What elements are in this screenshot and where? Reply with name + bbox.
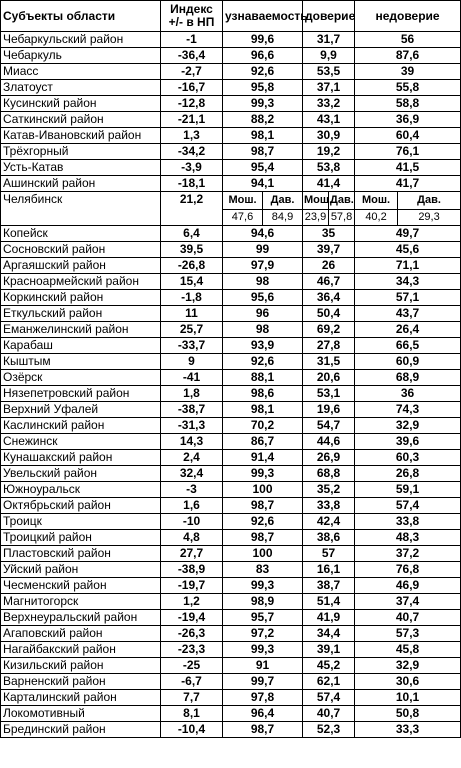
row-recognition: 95,4 <box>223 160 303 176</box>
row-index: 8,1 <box>161 706 223 722</box>
row-name: Снежинск <box>1 434 161 450</box>
row-distrust: 45,8 <box>355 642 461 658</box>
row-trust: 52,3 <box>303 722 355 738</box>
row-name: Троицк <box>1 514 161 530</box>
row-trust: 44,6 <box>303 434 355 450</box>
row-name: Кыштым <box>1 354 161 370</box>
table-row <box>1 160 461 176</box>
row-distrust: 33,3 <box>355 722 461 738</box>
row-recognition: 99,3 <box>223 578 303 594</box>
row-name: Озёрск <box>1 370 161 386</box>
row-distrust: 57,1 <box>355 290 461 306</box>
table-row <box>1 514 461 530</box>
row-trust: 38,7 <box>303 578 355 594</box>
table-row <box>1 594 461 610</box>
row-index: 6,4 <box>161 226 223 242</box>
sub-label: Дав. <box>263 192 303 210</box>
row-index: 15,4 <box>161 274 223 290</box>
row-recognition: 92,6 <box>223 64 303 80</box>
table-row <box>1 626 461 642</box>
row-recognition: 98,6 <box>223 386 303 402</box>
header-distrust: недоверие <box>355 1 461 32</box>
row-recognition: 92,6 <box>223 514 303 530</box>
table-row <box>1 128 461 144</box>
table-row <box>1 64 461 80</box>
row-index: -1,8 <box>161 290 223 306</box>
row-name: Локомотивный <box>1 706 161 722</box>
row-recognition: 99,3 <box>223 642 303 658</box>
row-recognition: 99,3 <box>223 466 303 482</box>
table-row <box>1 722 461 738</box>
row-trust: 35 <box>303 226 355 242</box>
row-index: 25,7 <box>161 322 223 338</box>
row-trust: 41,9 <box>303 610 355 626</box>
row-recognition: 95,6 <box>223 290 303 306</box>
row-distrust: 41,5 <box>355 160 461 176</box>
row-recognition: 88,2 <box>223 112 303 128</box>
table-row <box>1 306 461 322</box>
table-row <box>1 48 461 64</box>
row-trust: 33,8 <box>303 498 355 514</box>
row-name: Красноармейский район <box>1 274 161 290</box>
row-index: 39,5 <box>161 242 223 258</box>
sub-value: 40,2 <box>355 210 398 226</box>
row-distrust: 66,5 <box>355 338 461 354</box>
row-index: -21,1 <box>161 112 223 128</box>
table-body-chelyabinsk <box>1 192 461 226</box>
row-name: Увельский район <box>1 466 161 482</box>
row-index: -6,7 <box>161 674 223 690</box>
row-name: Октябрьский район <box>1 498 161 514</box>
table-row <box>1 144 461 160</box>
row-index: 11 <box>161 306 223 322</box>
row-trust: 43,1 <box>303 112 355 128</box>
row-recognition: 94,6 <box>223 226 303 242</box>
row-trust: 30,9 <box>303 128 355 144</box>
row-index: 1,8 <box>161 386 223 402</box>
row-distrust: 43,7 <box>355 306 461 322</box>
row-name: Еткульский район <box>1 306 161 322</box>
row-trust: 53,8 <box>303 160 355 176</box>
table-row <box>1 226 461 242</box>
row-recognition: 94,1 <box>223 176 303 192</box>
row-trust: 26,9 <box>303 450 355 466</box>
row-trust: 57 <box>303 546 355 562</box>
row-distrust: 57,4 <box>355 498 461 514</box>
table-row <box>1 562 461 578</box>
row-distrust: 36 <box>355 386 461 402</box>
row-recognition: 91 <box>223 658 303 674</box>
row-index: 1,6 <box>161 498 223 514</box>
row-name: Чесменский район <box>1 578 161 594</box>
table-row <box>1 498 461 514</box>
row-trust: 53,1 <box>303 386 355 402</box>
row-name: Кизильский район <box>1 658 161 674</box>
table-row <box>1 610 461 626</box>
row-recognition: 93,9 <box>223 338 303 354</box>
row-trust: 37,1 <box>303 80 355 96</box>
row-index: -26,3 <box>161 626 223 642</box>
row-recognition: 98 <box>223 322 303 338</box>
row-name: Агаповский район <box>1 626 161 642</box>
row-index: -3,9 <box>161 160 223 176</box>
row-recognition: 95,7 <box>223 610 303 626</box>
row-trust: 57,4 <box>303 690 355 706</box>
row-recognition: 86,7 <box>223 434 303 450</box>
row-trust: 50,4 <box>303 306 355 322</box>
header-index: Индекс +/- в НП <box>161 1 223 32</box>
table-row-chelyabinsk <box>1 192 461 210</box>
row-distrust: 60,3 <box>355 450 461 466</box>
table-row <box>1 706 461 722</box>
row-recognition: 99,7 <box>223 674 303 690</box>
table-row <box>1 258 461 274</box>
row-distrust: 26,4 <box>355 322 461 338</box>
row-recognition: 95,8 <box>223 80 303 96</box>
row-index: -31,3 <box>161 418 223 434</box>
row-recognition: 99,3 <box>223 96 303 112</box>
row-trust: 35,2 <box>303 482 355 498</box>
row-recognition: 98 <box>223 274 303 290</box>
row-recognition: 88,1 <box>223 370 303 386</box>
row-recognition: 98,1 <box>223 128 303 144</box>
sub-value: 47,6 <box>223 210 263 226</box>
row-name: Каслинский район <box>1 418 161 434</box>
row-index: -41 <box>161 370 223 386</box>
table-row <box>1 386 461 402</box>
row-index: 21,2 <box>161 192 223 226</box>
row-recognition: 99 <box>223 242 303 258</box>
row-recognition: 70,2 <box>223 418 303 434</box>
row-trust: 45,2 <box>303 658 355 674</box>
row-index: -12,8 <box>161 96 223 112</box>
row-recognition: 98,1 <box>223 402 303 418</box>
row-name: Уйский район <box>1 562 161 578</box>
sub-value: 23,9 <box>303 210 329 226</box>
row-distrust: 37,2 <box>355 546 461 562</box>
row-index: -25 <box>161 658 223 674</box>
row-index: 32,4 <box>161 466 223 482</box>
row-recognition: 100 <box>223 482 303 498</box>
row-trust: 33,2 <box>303 96 355 112</box>
row-name: Южноуральск <box>1 482 161 498</box>
table-row <box>1 176 461 192</box>
table-row <box>1 578 461 594</box>
row-distrust: 71,1 <box>355 258 461 274</box>
row-index: -16,7 <box>161 80 223 96</box>
row-distrust: 87,6 <box>355 48 461 64</box>
row-name: Кусинский район <box>1 96 161 112</box>
header-trust: доверие <box>303 1 355 32</box>
row-index: -3 <box>161 482 223 498</box>
row-trust: 26 <box>303 258 355 274</box>
table-row <box>1 290 461 306</box>
row-name: Верхнеуральский район <box>1 610 161 626</box>
row-recognition: 91,4 <box>223 450 303 466</box>
row-trust: 19,2 <box>303 144 355 160</box>
row-index: -38,9 <box>161 562 223 578</box>
row-distrust: 55,8 <box>355 80 461 96</box>
row-trust: 41,4 <box>303 176 355 192</box>
row-index: -33,7 <box>161 338 223 354</box>
row-name: Нязепетровский район <box>1 386 161 402</box>
row-name: Сосновский район <box>1 242 161 258</box>
row-index: -34,2 <box>161 144 223 160</box>
row-distrust: 58,8 <box>355 96 461 112</box>
row-distrust: 50,8 <box>355 706 461 722</box>
table-row <box>1 354 461 370</box>
row-distrust: 56 <box>355 32 461 48</box>
sub-value: 84,9 <box>263 210 303 226</box>
sub-value: 57,8 <box>329 210 355 226</box>
row-trust: 31,5 <box>303 354 355 370</box>
row-index: -10,4 <box>161 722 223 738</box>
row-index: -18,1 <box>161 176 223 192</box>
row-name: Аргаяшский район <box>1 258 161 274</box>
row-recognition: 83 <box>223 562 303 578</box>
row-index: 4,8 <box>161 530 223 546</box>
table-row <box>1 112 461 128</box>
row-distrust: 26,8 <box>355 466 461 482</box>
row-trust: 19,6 <box>303 402 355 418</box>
row-name: Трёхгорный <box>1 144 161 160</box>
table-body-top <box>1 1 461 192</box>
sub-label: Мош. <box>355 192 398 210</box>
row-distrust: 60,4 <box>355 128 461 144</box>
row-name: Чебаркульский район <box>1 32 161 48</box>
row-name: Усть-Катав <box>1 160 161 176</box>
row-trust: 34,4 <box>303 626 355 642</box>
row-distrust: 34,3 <box>355 274 461 290</box>
row-recognition: 98,9 <box>223 594 303 610</box>
row-recognition: 92,6 <box>223 354 303 370</box>
header-subject: Субъекты области <box>1 1 161 32</box>
row-index: -23,3 <box>161 642 223 658</box>
table-row <box>1 674 461 690</box>
sub-label: Мош. <box>303 192 329 210</box>
table-row <box>1 530 461 546</box>
row-recognition: 97,9 <box>223 258 303 274</box>
row-name: Карабаш <box>1 338 161 354</box>
table-row <box>1 418 461 434</box>
table-row <box>1 338 461 354</box>
row-index: 27,7 <box>161 546 223 562</box>
sub-label: Дав. <box>398 192 461 210</box>
row-trust: 36,4 <box>303 290 355 306</box>
row-name: Пластовский район <box>1 546 161 562</box>
table-row <box>1 322 461 338</box>
row-trust: 69,2 <box>303 322 355 338</box>
row-index: -10 <box>161 514 223 530</box>
row-trust: 39,1 <box>303 642 355 658</box>
row-trust: 46,7 <box>303 274 355 290</box>
row-recognition: 97,2 <box>223 626 303 642</box>
row-distrust: 32,9 <box>355 418 461 434</box>
row-distrust: 30,6 <box>355 674 461 690</box>
row-distrust: 74,3 <box>355 402 461 418</box>
row-recognition: 98,7 <box>223 530 303 546</box>
row-recognition: 97,8 <box>223 690 303 706</box>
row-recognition: 98,7 <box>223 722 303 738</box>
row-trust: 42,4 <box>303 514 355 530</box>
row-recognition: 100 <box>223 546 303 562</box>
row-distrust: 76,8 <box>355 562 461 578</box>
row-name: Верхний Уфалей <box>1 402 161 418</box>
row-index: -36,4 <box>161 48 223 64</box>
row-name: Магнитогорск <box>1 594 161 610</box>
row-index: 1,3 <box>161 128 223 144</box>
table-row <box>1 482 461 498</box>
table-row <box>1 658 461 674</box>
sub-value: 29,3 <box>398 210 461 226</box>
table-row <box>1 274 461 290</box>
row-trust: 53,5 <box>303 64 355 80</box>
row-name: Саткинский район <box>1 112 161 128</box>
table-row <box>1 370 461 386</box>
row-trust: 68,8 <box>303 466 355 482</box>
row-recognition: 96 <box>223 306 303 322</box>
row-index: -26,8 <box>161 258 223 274</box>
sub-label: Дав. <box>329 192 355 210</box>
row-name: Карталинский район <box>1 690 161 706</box>
row-distrust: 57,3 <box>355 626 461 642</box>
row-name: Нагайбакский район <box>1 642 161 658</box>
row-distrust: 41,7 <box>355 176 461 192</box>
row-name: Челябинск <box>1 192 161 226</box>
row-index: 2,4 <box>161 450 223 466</box>
table-row <box>1 80 461 96</box>
row-index: 1,2 <box>161 594 223 610</box>
table-row <box>1 450 461 466</box>
row-trust: 38,6 <box>303 530 355 546</box>
table-row <box>1 242 461 258</box>
row-distrust: 39,6 <box>355 434 461 450</box>
row-trust: 62,1 <box>303 674 355 690</box>
row-recognition: 99,6 <box>223 32 303 48</box>
row-name: Троицкий район <box>1 530 161 546</box>
row-distrust: 60,9 <box>355 354 461 370</box>
row-distrust: 36,9 <box>355 112 461 128</box>
row-distrust: 46,9 <box>355 578 461 594</box>
row-index: 9 <box>161 354 223 370</box>
row-index: -2,7 <box>161 64 223 80</box>
row-distrust: 37,4 <box>355 594 461 610</box>
row-name: Еманжелинский район <box>1 322 161 338</box>
row-distrust: 76,1 <box>355 144 461 160</box>
row-distrust: 39 <box>355 64 461 80</box>
sub-label: Мош. <box>223 192 263 210</box>
row-trust: 54,7 <box>303 418 355 434</box>
table-row <box>1 642 461 658</box>
row-recognition: 96,6 <box>223 48 303 64</box>
table-row <box>1 546 461 562</box>
row-name: Катав-Ивановский район <box>1 128 161 144</box>
row-trust: 40,7 <box>303 706 355 722</box>
row-name: Златоуст <box>1 80 161 96</box>
row-name: Ашинский район <box>1 176 161 192</box>
row-index: 7,7 <box>161 690 223 706</box>
row-name: Варненский район <box>1 674 161 690</box>
table-row <box>1 32 461 48</box>
row-distrust: 48,3 <box>355 530 461 546</box>
row-distrust: 45,6 <box>355 242 461 258</box>
row-recognition: 98,7 <box>223 498 303 514</box>
row-trust: 51,4 <box>303 594 355 610</box>
table-body-bottom <box>1 226 461 738</box>
header-row <box>1 1 461 32</box>
row-index: 14,3 <box>161 434 223 450</box>
row-distrust: 32,9 <box>355 658 461 674</box>
row-distrust: 49,7 <box>355 226 461 242</box>
row-distrust: 33,8 <box>355 514 461 530</box>
row-recognition: 96,4 <box>223 706 303 722</box>
row-trust: 31,7 <box>303 32 355 48</box>
row-trust: 39,7 <box>303 242 355 258</box>
row-trust: 16,1 <box>303 562 355 578</box>
row-name: Кунашакский район <box>1 450 161 466</box>
table-row <box>1 690 461 706</box>
row-recognition: 98,7 <box>223 144 303 160</box>
row-index: -38,7 <box>161 402 223 418</box>
row-name: Копейск <box>1 226 161 242</box>
row-index: -19,7 <box>161 578 223 594</box>
row-name: Коркинский район <box>1 290 161 306</box>
row-distrust: 59,1 <box>355 482 461 498</box>
row-name: Миасс <box>1 64 161 80</box>
table-row <box>1 402 461 418</box>
row-name: Брединский район <box>1 722 161 738</box>
table-row <box>1 434 461 450</box>
row-index: -1 <box>161 32 223 48</box>
row-name: Чебаркуль <box>1 48 161 64</box>
header-recognition: узнаваемость <box>223 1 303 32</box>
row-index: -19,4 <box>161 610 223 626</box>
row-trust: 20,6 <box>303 370 355 386</box>
row-distrust: 40,7 <box>355 610 461 626</box>
table-row <box>1 96 461 112</box>
row-distrust: 68,9 <box>355 370 461 386</box>
table-row <box>1 466 461 482</box>
row-trust: 9,9 <box>303 48 355 64</box>
row-trust: 27,8 <box>303 338 355 354</box>
row-distrust: 10,1 <box>355 690 461 706</box>
